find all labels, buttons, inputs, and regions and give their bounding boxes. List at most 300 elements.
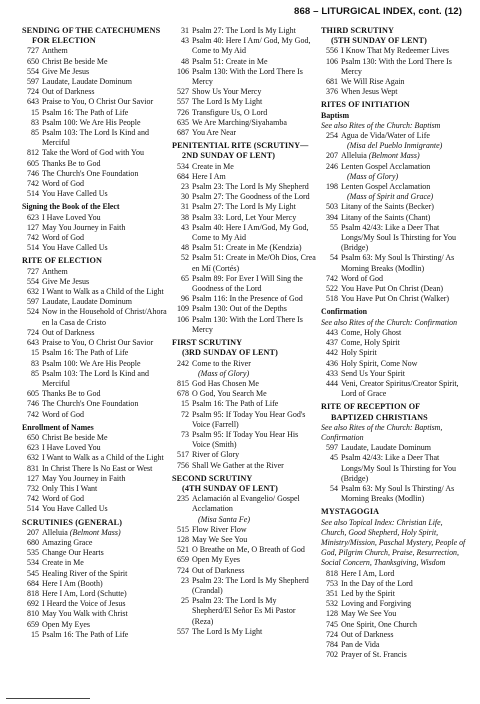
index-section [22, 199, 168, 253]
hymn-title-text: Give Me Jesus [42, 66, 90, 76]
hymn-title [341, 294, 467, 304]
section-heading-line: THIRD SCRUTINY [321, 26, 395, 35]
index-entry [22, 277, 168, 287]
hymn-title-text: Flow River Flow [192, 524, 247, 534]
hymn-title [192, 162, 318, 172]
hymn-number: 724 [27, 327, 39, 337]
hymn-title-text: You Have Put On Christ (Dean) [341, 284, 444, 294]
hymn-title [192, 253, 318, 273]
hymn-title [42, 179, 168, 189]
index-entry [172, 450, 318, 460]
hymn-title-text: Alleluia [42, 527, 68, 537]
hymn-number: 25 [181, 596, 189, 606]
hymn-title [341, 328, 467, 338]
index-entry [172, 359, 318, 379]
index-entry [22, 558, 168, 568]
hymn-number: 515 [177, 524, 189, 534]
index-entry [321, 579, 467, 589]
section-heading-line: FOR ELECTION [32, 36, 96, 46]
hymn-title [192, 36, 318, 56]
hymn-number: 727 [27, 46, 39, 56]
index-entry [22, 548, 168, 558]
index-entry [172, 274, 318, 294]
hymn-title [42, 348, 168, 358]
hymn-number: 15 [181, 399, 189, 409]
hymn-title [341, 599, 467, 609]
hymn-number: 514 [27, 189, 39, 199]
hymn-title-text: Show Us Your Mercy [192, 87, 262, 97]
hymn-title-text: I Want to Walk as a Child of the Light [42, 287, 164, 297]
index-entry [22, 369, 168, 389]
index-entry [22, 569, 168, 579]
hymn-number: 23 [181, 182, 189, 192]
index-entry [172, 461, 318, 471]
hymn-title-text: Psalm 16: The Path of Life [192, 399, 279, 409]
index-entry [321, 640, 467, 650]
hymn-title [42, 97, 168, 107]
hymn-title [341, 650, 467, 660]
hymn-title-text: Create in Me [42, 558, 84, 568]
hymn-title-text: Anthem [42, 266, 68, 276]
hymn-number: 818 [27, 588, 39, 598]
hymn-title-text: May You Journey in Faith [42, 222, 126, 232]
hymn-title [192, 57, 318, 67]
hymn-number: 702 [326, 650, 338, 660]
hymn-number: 442 [326, 348, 338, 358]
index-section [321, 97, 467, 304]
hymn-number: 376 [326, 87, 338, 97]
index-entry [172, 494, 318, 525]
hymn-number: 597 [27, 297, 39, 307]
hymn-number: 810 [27, 609, 39, 619]
hymn-title [42, 399, 168, 409]
index-entry [172, 399, 318, 409]
hymn-title [42, 589, 168, 599]
hymn-title-text: Open My Eyes [42, 619, 90, 629]
index-entry [321, 213, 467, 223]
index-entry [172, 87, 318, 97]
hymn-title [192, 576, 318, 596]
hymn-title-text: Amazing Grace [42, 537, 93, 547]
section-heading-line: BAPTIZED CHRISTIANS [331, 412, 428, 422]
index-entry [22, 338, 168, 348]
hymn-title [192, 399, 318, 409]
hymn-subtitle: (Mass of Glory) [347, 171, 399, 181]
hymn-title-text: Come to the River [192, 358, 251, 368]
index-entry [172, 566, 318, 576]
see-also-note: See also Rites of the Church: Baptism [321, 120, 441, 130]
hymn-title [42, 148, 168, 158]
hymn-number: 517 [177, 450, 189, 460]
section-heading [321, 26, 467, 46]
index-entry [22, 97, 168, 107]
section-heading [22, 26, 168, 46]
hymn-title [341, 453, 467, 484]
index-entry [172, 294, 318, 304]
index-entry [321, 328, 467, 338]
hymn-title-text: Psalm 16: The Path of Life [42, 629, 129, 639]
index-entry [172, 315, 318, 335]
index-section [321, 504, 467, 660]
hymn-number: 554 [27, 276, 39, 286]
hymn-title-text: May You Journey in Faith [42, 473, 126, 483]
index-entry [172, 202, 318, 212]
hymn-title-text: You Are Near [192, 128, 237, 138]
hymn-subtitle: (Mass of Spirit and Grace) [347, 192, 434, 202]
section-heading-line: (4TH SUNDAY OF LENT) [182, 483, 278, 493]
index-section [172, 471, 318, 637]
hymn-title-text: Psalm 23: The Lord Is My Shepherd/El Señor Es Mi Pastor (Reza) [192, 596, 296, 626]
hymn-title-text: O God, You Search Me [192, 389, 267, 399]
index-entry [321, 599, 467, 609]
hymn-number: 831 [27, 463, 39, 473]
hymn-number: 85 [31, 128, 39, 138]
index-entry [321, 182, 467, 202]
index-entry [172, 253, 318, 273]
index-entry [172, 67, 318, 87]
section-heading-line: SCRUTINIES (GENERAL) [22, 517, 123, 527]
index-entry [22, 443, 168, 453]
hymn-title-text: Laudate, Laudate Dominum [42, 297, 132, 307]
hymn-title-text: The Church's One Foundation [42, 168, 139, 178]
hymn-title-text: You Have Called Us [42, 243, 108, 253]
hymn-title-text: O Breathe on Me, O Breath of God [192, 545, 305, 555]
hymn-title-text: Praise to You, O Christ Our Savior [42, 97, 154, 107]
hymn-title [42, 338, 168, 348]
hymn-title-text: Psalm 42/43: Like a Deer That Longs/My Soul Is Thirsting for You (Bridge) [341, 453, 456, 483]
index-section [22, 26, 168, 199]
hymn-title [42, 558, 168, 568]
index-entry [321, 87, 467, 97]
index-entry [172, 118, 318, 128]
hymn-title-text: May We See You [341, 609, 397, 619]
index-entry [22, 504, 168, 514]
hymn-title-text: In Christ There Is No East or West [42, 463, 153, 473]
hymn-title [42, 77, 168, 87]
hymn-number: 83 [31, 358, 39, 368]
hymn-number: 106 [177, 314, 189, 324]
index-entry [22, 433, 168, 443]
hymn-number: 742 [27, 179, 39, 189]
hymn-title-text: River of Glory [192, 450, 240, 460]
hymn-title [341, 369, 467, 379]
hymn-title [192, 450, 318, 460]
index-entry [172, 410, 318, 430]
hymn-title-text: Send Us Your Spirit [341, 368, 406, 378]
index-section [22, 253, 168, 419]
hymn-number: 643 [27, 97, 39, 107]
hymn-title-text: Prayer of St. Francis [341, 650, 407, 660]
index-entry [172, 304, 318, 314]
hymn-number: 72 [181, 409, 189, 419]
hymn-number: 597 [27, 77, 39, 87]
hymn-title [42, 528, 168, 538]
index-entry [22, 108, 168, 118]
hymn-number: 742 [27, 494, 39, 504]
hymn-number: 73 [181, 429, 189, 439]
hymn-number: 83 [31, 117, 39, 127]
hymn-title-text: Psalm 89: For Ever I Will Sing the Goodness of the Lord [192, 273, 303, 294]
see-also-note: See also Rites of the Church: Confirmation [321, 317, 458, 327]
hymn-number: 556 [326, 46, 338, 56]
index-section [172, 335, 318, 471]
hymn-title-text: I Want to Walk as a Child of the Light [42, 453, 164, 463]
hymn-number: 514 [27, 504, 39, 514]
hymn-number: 23 [181, 575, 189, 585]
index-entry [22, 359, 168, 369]
hymn-title [192, 389, 318, 399]
hymn-title [42, 504, 168, 514]
hymn-number: 643 [27, 338, 39, 348]
hymn-title-text: Healing River of the Spirit [42, 568, 128, 578]
index-entry [321, 359, 467, 369]
hymn-number: 48 [181, 56, 189, 66]
section-heading-line: PENITENTIAL RITE (SCRUTINY— [172, 141, 309, 151]
hymn-title-text: Here I Am, Lord [341, 568, 395, 578]
index-entry [22, 538, 168, 548]
index-entry [22, 243, 168, 253]
section-heading-line: FIRST SCRUTINY [172, 338, 243, 348]
hymn-title-text: When Jesus Wept [341, 87, 398, 97]
index-entry [22, 233, 168, 243]
hymn-title [42, 108, 168, 118]
index-entry [22, 348, 168, 358]
hymn-title-text: Psalm 40: Here I Am/God, My God, Come to My Aid [192, 222, 309, 243]
index-entry [22, 128, 168, 148]
index-section [172, 26, 318, 138]
hymn-number: 724 [177, 565, 189, 575]
hymn-number: 557 [177, 97, 189, 107]
hymn-title-text: Psalm 95: If Today You Hear His Voice (Smith) [192, 429, 299, 450]
hymn-title-text: God Has Chosen Me [192, 378, 259, 388]
hymn-title [192, 128, 318, 138]
hymn-title-text: Litany of the Saints (Becker) [341, 202, 434, 212]
hymn-title-text: Psalm 27: The Lord Is My Light [192, 26, 296, 35]
hymn-title [192, 566, 318, 576]
section-subheading: Baptism [321, 110, 350, 120]
section-heading [172, 474, 318, 494]
hymn-number: 433 [326, 368, 338, 378]
index-entry [22, 328, 168, 338]
index-entry [172, 128, 318, 138]
hymn-number: 684 [177, 171, 189, 181]
hymn-title-text: One Spirit, One Church [341, 619, 417, 629]
index-entry [22, 410, 168, 420]
hymn-number: 726 [177, 107, 189, 117]
hymn-number: 650 [27, 56, 39, 66]
hymn-title-text: Psalm 130: With the Lord There Is Mercy [192, 314, 303, 334]
index-entry [172, 555, 318, 565]
hymn-title [341, 569, 467, 579]
index-entry [22, 307, 168, 327]
section-heading [321, 402, 467, 422]
hymn-title [192, 26, 318, 36]
section-subheading: Signing the Book of the Elect [22, 202, 120, 212]
hymn-number: 394 [326, 212, 338, 222]
index-entry [22, 630, 168, 640]
index-entry [321, 253, 467, 273]
index-entry [172, 36, 318, 56]
hymn-title [341, 77, 467, 87]
hymn-number: 724 [27, 87, 39, 97]
hymn-number: 207 [326, 151, 338, 161]
index-entry [22, 213, 168, 223]
index-entry [22, 589, 168, 599]
index-entry [321, 453, 467, 484]
hymn-title [192, 172, 318, 182]
hymn-number: 732 [27, 483, 39, 493]
index-entry [22, 223, 168, 233]
hymn-title-text: Thanks Be to God [42, 389, 101, 399]
hymn-title [192, 596, 318, 627]
hymn-title-text: Psalm 130: With the Lord There Is Mercy [192, 66, 303, 87]
hymn-title-text: Psalm 100: We Are His People [42, 117, 141, 127]
hymn-title [192, 545, 318, 555]
index-entry [22, 453, 168, 463]
hymn-title [341, 223, 467, 254]
index-entry [172, 379, 318, 389]
hymn-title [42, 433, 168, 443]
index-column-1 [22, 26, 168, 640]
index-entry [22, 179, 168, 189]
hymn-title [341, 620, 467, 630]
hymn-number: 52 [181, 253, 189, 263]
hymn-title-text: Take the Word of God with You [42, 148, 144, 158]
hymn-title [42, 443, 168, 453]
section-heading-line: SECOND SCRUTINY [172, 473, 253, 483]
index-entry [22, 528, 168, 538]
hymn-title [192, 555, 318, 565]
hymn-title-text: Come, Holy Ghost [341, 327, 402, 337]
hymn-title [42, 609, 168, 619]
hymn-title [42, 453, 168, 463]
hymn-title [192, 67, 318, 87]
index-entry [321, 484, 467, 504]
hymn-number: 85 [31, 368, 39, 378]
hymn-title [192, 213, 318, 223]
hymn-title [192, 627, 318, 637]
hymn-title [42, 87, 168, 97]
hymn-number: 659 [177, 555, 189, 565]
index-entry [172, 172, 318, 182]
index-entry [22, 77, 168, 87]
hymn-title-text: Christ Be beside Me [42, 432, 108, 442]
hymn-title-text: Word of God [42, 409, 85, 419]
index-entry [22, 57, 168, 67]
hymn-number: 742 [326, 273, 338, 283]
hymn-number: 623 [27, 443, 39, 453]
hymn-number: 55 [330, 222, 338, 232]
hymn-title-text: Word of God [42, 179, 85, 189]
hymn-number: 106 [326, 56, 338, 66]
hymn-title-text: Psalm 23: The Lord Is My Shepherd (Crandal) [192, 575, 309, 595]
hymn-title-text: Out of Darkness [192, 565, 245, 575]
index-entry [321, 348, 467, 358]
index-entry [172, 192, 318, 202]
hymn-title [192, 494, 318, 514]
hymn-title [42, 579, 168, 589]
hymn-title [42, 223, 168, 233]
see-also-note: See also Rites of the Church: Baptism, Confirmation [321, 422, 443, 442]
hymn-title [42, 464, 168, 474]
index-entry [321, 379, 467, 399]
hymn-title [192, 243, 318, 253]
hymn-title [42, 213, 168, 223]
hymn-number: 746 [27, 168, 39, 178]
hymn-title [341, 630, 467, 640]
hymn-number: 45 [330, 453, 338, 463]
hymn-title [341, 151, 467, 161]
index-entry [321, 46, 467, 56]
index-entry [172, 26, 318, 36]
hymn-number: 684 [27, 578, 39, 588]
hymn-title [42, 538, 168, 548]
hymn-title [192, 108, 318, 118]
hymn-title [192, 410, 318, 430]
section-heading [172, 141, 318, 161]
hymn-number: 745 [326, 619, 338, 629]
hymn-title-text: Laudate, Laudate Dominum [42, 77, 132, 87]
hymn-number: 522 [326, 284, 338, 294]
hymn-title-text: Psalm 51: Create in Me (Kendzia) [192, 243, 302, 253]
section-heading [172, 338, 318, 358]
index-entry [22, 67, 168, 77]
hymn-title-text: Loving and Forgiving [341, 599, 412, 609]
hymn-title [341, 338, 467, 348]
hymn-number: 65 [181, 273, 189, 283]
hymn-number: 534 [27, 558, 39, 568]
hymn-title-text: Here I Am (Booth) [42, 578, 103, 588]
index-entry [172, 627, 318, 637]
hymn-number: 207 [27, 527, 39, 537]
hymn-number: 128 [177, 534, 189, 544]
hymn-number: 527 [177, 87, 189, 97]
hymn-number: 534 [177, 161, 189, 171]
section-heading [321, 100, 467, 110]
footer-rule [6, 698, 90, 699]
index-section [321, 399, 467, 504]
hymn-title-text: Psalm 40: Here I Am/ God, My God, Come to My Aid [192, 36, 311, 56]
hymn-number: 650 [27, 432, 39, 442]
hymn-number: 724 [326, 629, 338, 639]
index-entry [172, 389, 318, 399]
hymn-title-qualifier: (Belmont Mass) [368, 151, 420, 161]
index-entry [172, 596, 318, 627]
hymn-title-text: Psalm 16: The Path of Life [42, 107, 129, 117]
index-entry [22, 159, 168, 169]
hymn-number: 727 [27, 266, 39, 276]
hymn-title [42, 307, 168, 327]
hymn-title [341, 589, 467, 599]
index-entry [22, 599, 168, 609]
hymn-title [341, 202, 467, 212]
hymn-number: 687 [177, 128, 189, 138]
hymn-number: 753 [326, 578, 338, 588]
hymn-number: 436 [326, 358, 338, 368]
hymn-title-text: Psalm 95: If Today You Hear God's Voice (Farrell) [192, 409, 306, 429]
hymn-number: 518 [326, 294, 338, 304]
hymn-title [341, 57, 467, 77]
hymn-title [192, 525, 318, 535]
hymn-number: 503 [326, 202, 338, 212]
index-entry [22, 474, 168, 484]
hymn-title-text: Psalm 130: Out of the Depths [192, 304, 287, 314]
hymn-title-text: Psalm 51: Create in Me/Oh Dios, Crea en Mí (Cortés) [192, 253, 316, 273]
hymn-number: 532 [326, 599, 338, 609]
hymn-title [341, 253, 467, 273]
index-entry [172, 430, 318, 450]
index-entry [22, 189, 168, 199]
